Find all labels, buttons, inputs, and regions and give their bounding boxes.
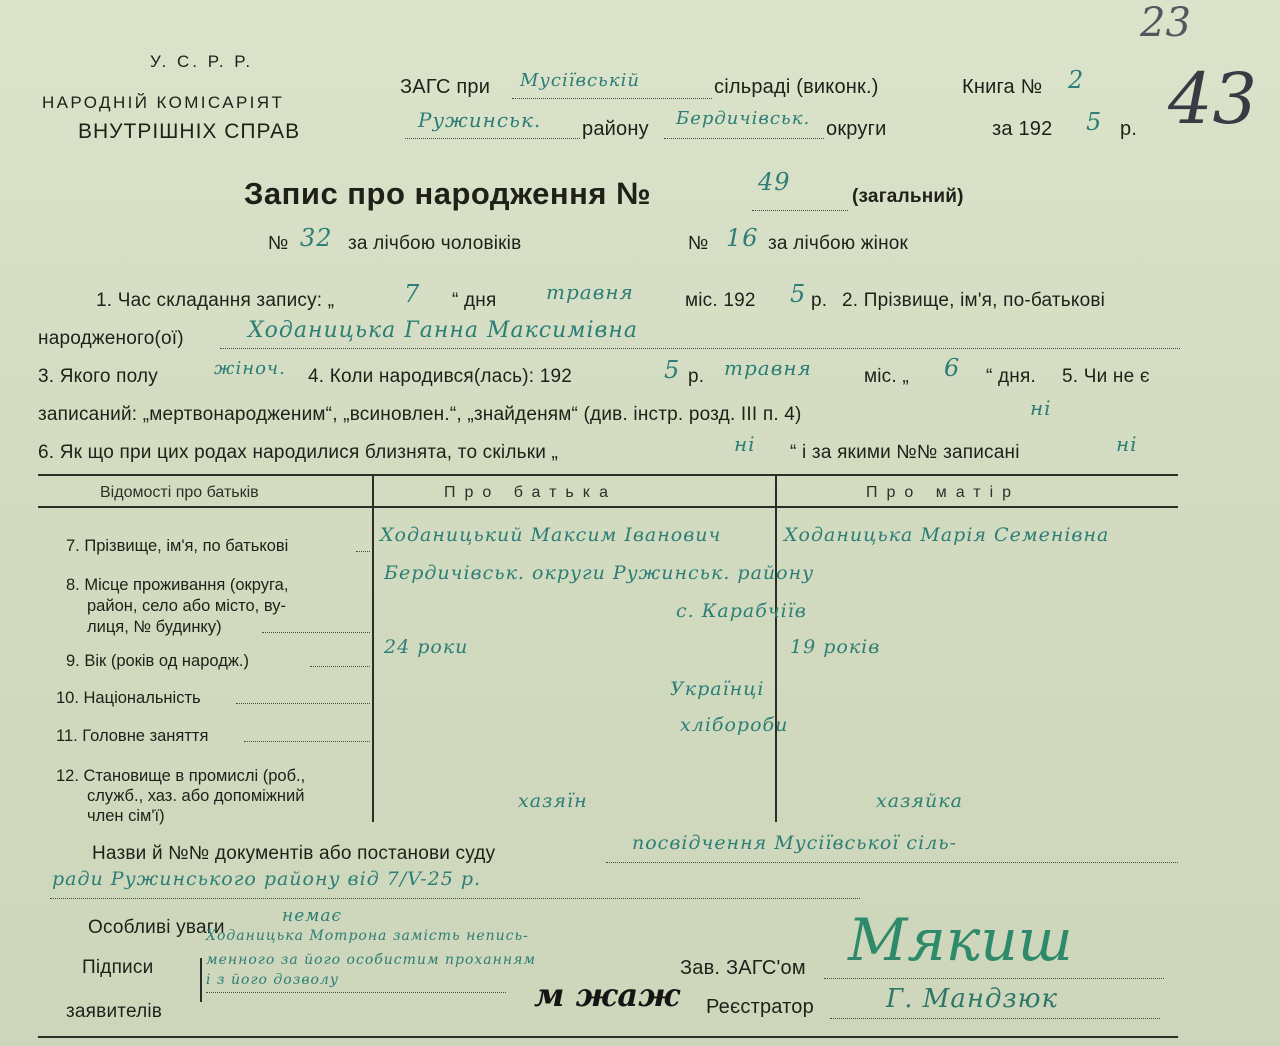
field-4-label: 4. Коли народився(лась): 192 [308,366,573,387]
okruga-line [664,138,824,139]
documents-line-2 [50,898,860,899]
silradi-label: сільраді (виконк.) [714,76,879,98]
row-10-label: 10. Національність [56,689,201,707]
zags-head-signature: Мякиш [848,906,1073,974]
field-6-label: 6. Як що при цих родах народилися близнята, то скільки „ [38,442,559,463]
record-number-line [752,210,848,211]
registrar-signature-line [830,1018,1160,1019]
child-name-line [220,348,1180,349]
zags-label: ЗАГС при [400,76,491,98]
field-1-year-label: р. [811,290,828,311]
male-number: 32 [300,224,333,252]
page-number-large: 43 [1168,58,1258,140]
field-1-day-label: “ дня [452,290,497,311]
record-month: травня [546,280,634,304]
okruga-label: округи [826,118,887,140]
general-label: (загальний) [852,186,964,207]
record-year-digit: 5 [790,280,807,308]
zags-head-label: Зав. ЗАГС'ом [680,957,806,979]
mother-name: Ходаницька Марія Семенівна [784,524,1110,546]
rayon-line [405,138,580,139]
row-11-label: 11. Головне заняття [56,727,209,745]
female-number: 16 [726,224,759,252]
father-name: Ходаницький Максим Іванович [380,524,722,546]
remarks-line-2: Ходаницька Мотрона замість непись- [206,928,529,944]
residence-line-2: с. Карабчіїв [676,600,807,622]
registrar-label: Реєстратор [706,996,814,1018]
okruga-handwritten: Бердичівськ. [676,108,811,129]
bottom-rule [38,1036,1178,1038]
applicant-mark: м жаж [534,976,680,1014]
corner-page-number: 23 [1140,0,1191,46]
signature-bracket [200,958,202,1002]
female-no-label: № [688,233,709,254]
table-header-rule [38,506,1178,508]
col-mother-header: Про матір [866,484,1021,501]
record-day: 7 [404,280,421,308]
record-number: 49 [758,168,791,196]
documents-text-2: ради Ружинського району від 7/V-25 р. [52,868,482,890]
documents-label: Назви й №№ документів або постанови суду [92,843,496,864]
silrada-line [512,98,712,99]
field-2-continued: народженого(ої) [38,328,184,349]
book-label: Книга № [962,76,1043,98]
applicants-label: заявителів [66,1001,163,1022]
remarks-label: Особливі уваги [88,917,225,938]
field-2-label: 2. Прізвище, ім'я, по-батькові [842,290,1106,311]
row-12-label-b: служб., хаз. або допоміжний [87,787,305,805]
documents-line-1 [606,862,1178,863]
born-month: травня [724,356,812,380]
remarks-line-4: і з його дозволу [206,972,339,988]
row-8-label-c: лиця, № будинку) [87,618,222,636]
row-11-leader [244,741,370,742]
year-digit: 5 [1086,108,1103,136]
rayon-handwritten: Ружинськ. [418,108,542,132]
field-1-month-label: міс. 192 [685,290,756,311]
father-status: хазяїн [518,790,588,812]
row-9-leader [310,666,370,667]
row-8-leader [262,632,370,633]
year-suffix: р. [1120,118,1138,140]
silrada-handwritten: Мусіївській [520,70,640,91]
row-7-label: 7. Прізвище, ім'я, по батькові [66,537,289,555]
table-top-rule [38,474,1178,476]
father-age: 24 роки [384,636,469,658]
signatures-label: Підписи [82,957,154,978]
applicant-signature-line [206,992,506,993]
field-3-label: 3. Якого полу [38,366,158,387]
remarks-line-3: менного за його особистим проханням [206,952,536,968]
row-12-label-c: член сім'ї) [87,807,165,825]
field-5-label: 5. Чи не є [1062,366,1150,387]
row-8-label-a: 8. Місце проживання (округа, [66,576,289,594]
twins-numbers: ні [1116,432,1138,456]
male-count-label: за лічбою чоловіків [348,233,522,254]
occupation: хлібороби [680,714,789,736]
col-father-header: Про батька [444,484,617,501]
mother-age: 19 років [790,636,881,658]
remarks-value: немає [282,906,343,926]
sex-value: жіноч. [214,358,286,379]
documents-text-1: посвідчення Мусіївської сіль- [632,832,958,854]
field-4-year-label: р. [688,366,705,387]
born-year-digit: 5 [664,356,681,384]
col-parents-header: Відомості про батьків [100,484,259,501]
row-9-label: 9. Вік (років од народж.) [66,652,249,670]
not-recorded-value: ні [1030,396,1052,420]
female-count-label: за лічбою жінок [768,233,909,254]
child-name: Ходаницька Ганна Максимівна [248,318,638,343]
residence-line-1: Бердичівськ. округи Ружинськ. району [384,562,815,584]
field-6-mid: “ і за якими №№ записані [790,442,1020,463]
row-8-label-b: район, село або місто, ву- [87,597,286,615]
mother-status: хазяйка [876,790,963,812]
table-col-divider-2 [775,474,777,822]
ussr-header: У. С. Р. Р. [150,52,254,71]
internal-affairs-header: ВНУТРІШНІХ СПРАВ [78,120,301,143]
row-10-leader [236,703,370,704]
row-12-label-a: 12. Становище в промислі (роб., [56,767,306,785]
field-4-day-label: “ дня. [986,366,1036,387]
form-title: Запис про народження № [244,176,652,211]
row-7-leader [356,551,370,552]
twins-count: ні [734,432,756,456]
commissariat-header: НАРОДНІЙ КОМІСАРІЯТ [42,93,285,112]
nationality: Українці [670,678,765,700]
year-label: за 192 [992,118,1053,140]
male-no-label: № [268,233,289,254]
registrar-signature: Г. Мандзюк [886,984,1059,1014]
rayon-label: району [582,118,649,140]
field-5-continued: записаний: „мертвонародженим“, „всиновлен.“, „знайденям“ (див. інстр. розд. III п. 4) [38,404,802,425]
zags-head-signature-line [824,978,1164,979]
field-4-month-label: міс. „ [864,366,909,387]
field-1-label: 1. Час складання запису: „ [96,290,335,311]
book-number: 2 [1068,66,1085,94]
table-col-divider-1 [372,474,374,822]
born-day: 6 [944,354,961,382]
